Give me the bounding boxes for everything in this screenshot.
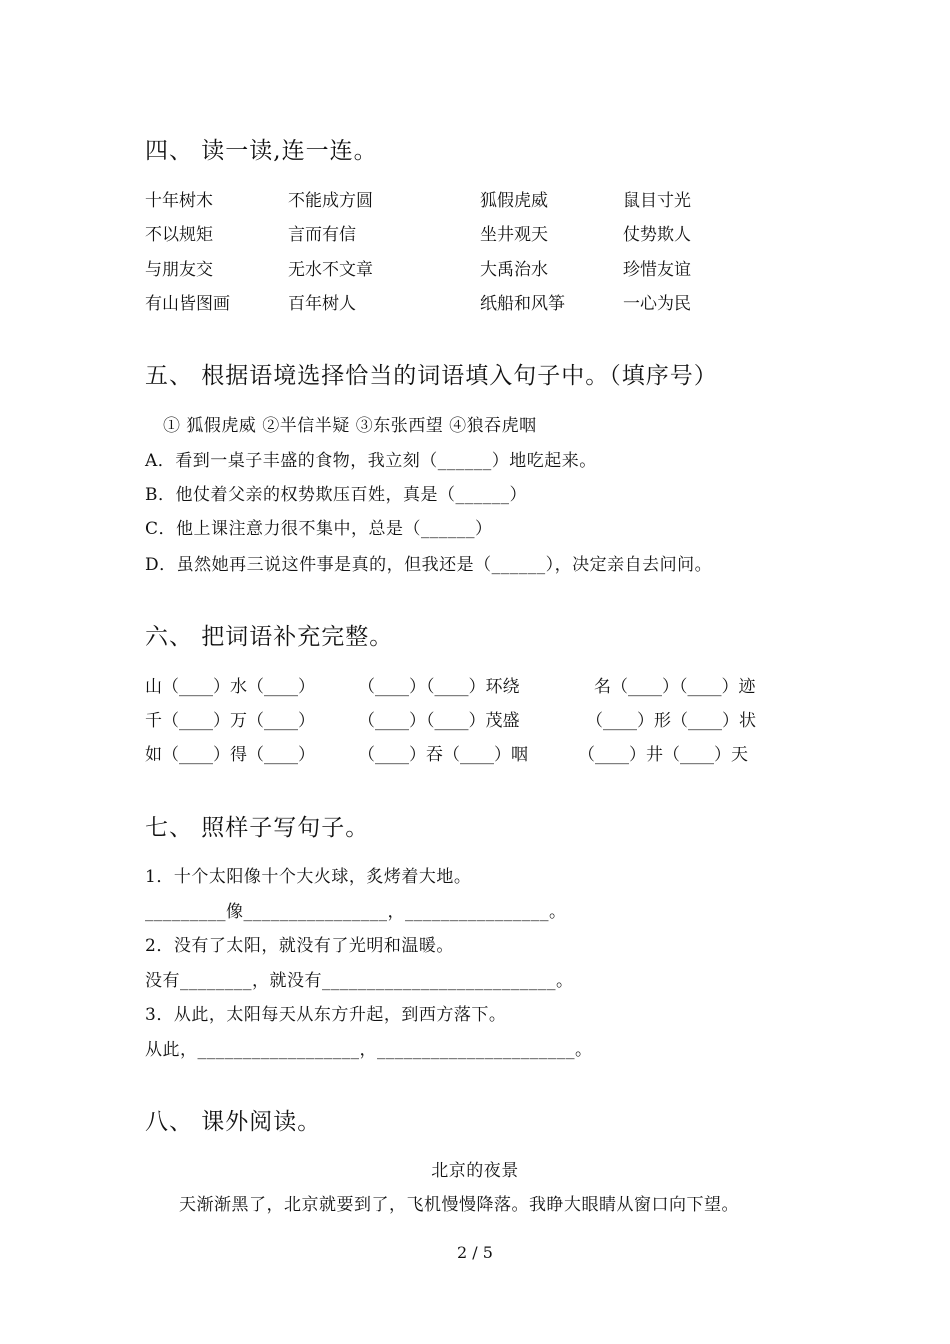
- idiom-blank: 千（____）万（____）: [145, 711, 315, 731]
- idiom-blank: （____）形（____）状: [586, 711, 756, 731]
- match-row: [0, 186, 950, 212]
- idiom-blank: 名（____）（____）迹: [594, 677, 756, 697]
- idiom-blank: （____）井（____）天: [578, 745, 748, 765]
- fill-sentence-a: A．看到一桌子丰盛的食物，我立刻（______）地吃起来。: [145, 451, 597, 471]
- word-options: ① 狐假虎威 ②半信半疑 ③东张西望 ④狼吞虎咽: [163, 416, 537, 436]
- example-sentence-1: 1．十个太阳像十个大火球，炙烤着大地。: [145, 867, 472, 887]
- match-item: 纸船和风筝: [480, 294, 565, 314]
- match-item: 无水不文章: [288, 260, 373, 280]
- example-sentence-3: 3．从此，太阳每天从东方升起，到西方落下。: [145, 1005, 507, 1025]
- answer-line-2: 没有________，就没有__________________________。: [145, 971, 574, 991]
- passage-text: 天渐渐黑了，北京就要到了，飞机慢慢降落。我睁大眼睛从窗口向下望。: [179, 1195, 739, 1215]
- section-8-title: 八、 课外阅读。: [145, 1109, 322, 1135]
- idiom-blank: （____）（____）环绕: [358, 677, 520, 697]
- match-row: [0, 255, 950, 281]
- idiom-blank: 如（____）得（____）: [145, 745, 315, 765]
- match-item: 坐井观天: [480, 225, 548, 245]
- example-sentence-2: 2．没有了太阳，就没有了光明和温暖。: [145, 936, 454, 956]
- section-5-title: 五、 根据语境选择恰当的词语填入句子中。（填序号）: [145, 363, 718, 389]
- match-row: [0, 289, 950, 315]
- match-item: 珍惜友谊: [623, 260, 691, 280]
- match-item: 鼠目寸光: [623, 191, 691, 211]
- match-item: 有山皆图画: [145, 294, 230, 314]
- fill-sentence-c: C．他上课注意力很不集中，总是（______）: [145, 519, 493, 539]
- fill-sentence-b: B．他仗着父亲的权势欺压百姓，真是（______）: [145, 485, 527, 505]
- idiom-blank: （____）（____）茂盛: [358, 711, 520, 731]
- section-4-title: 四、 读一读,连一连。: [145, 138, 378, 164]
- match-item: 仗势欺人: [623, 225, 691, 245]
- match-item: 百年树人: [288, 294, 356, 314]
- idiom-row: [0, 672, 950, 698]
- answer-line-3: 从此，__________________，______________________。: [145, 1040, 593, 1060]
- answer-line-1: _________像________________，________________。: [145, 902, 567, 922]
- match-row: [0, 220, 950, 246]
- match-item: 不以规矩: [145, 225, 213, 245]
- match-item: 一心为民: [623, 294, 691, 314]
- page-number: 2 / 5: [457, 1243, 493, 1262]
- idiom-row: [0, 706, 950, 732]
- match-item: 与朋友交: [145, 260, 213, 280]
- idiom-blank: （____）吞（____）咽: [358, 745, 528, 765]
- match-item: 十年树木: [145, 191, 213, 211]
- match-item: 不能成方圆: [288, 191, 373, 211]
- match-item: 狐假虎威: [480, 191, 548, 211]
- section-6-title: 六、 把词语补充完整。: [145, 624, 394, 650]
- idiom-row: [0, 740, 950, 766]
- passage-title: 北京的夜景: [431, 1161, 519, 1181]
- match-item: 言而有信: [288, 225, 356, 245]
- section-7-title: 七、 照样子写句子。: [145, 815, 370, 841]
- idiom-blank: 山（____）水（____）: [145, 677, 315, 697]
- match-item: 大禹治水: [480, 260, 548, 280]
- fill-sentence-d: D．虽然她再三说这件事是真的，但我还是（______），决定亲自去问问。: [145, 555, 713, 575]
